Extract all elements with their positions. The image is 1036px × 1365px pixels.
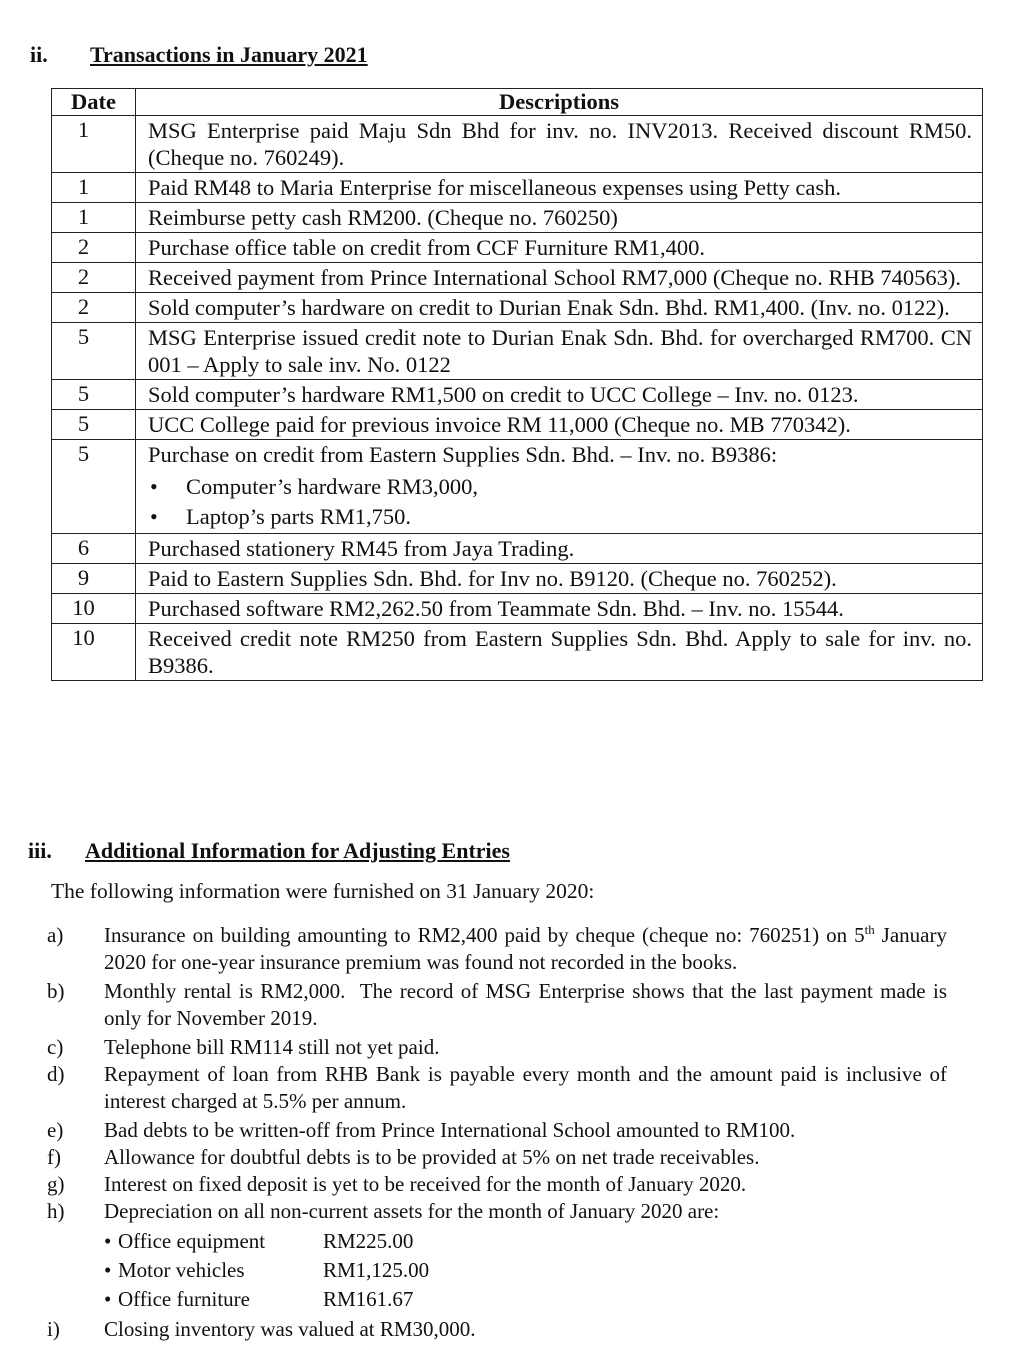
row-description: Sold computer’s hardware on credit to Durian Enak Sdn. Bhd. RM1,400. (Inv. no. 0122). — [136, 293, 983, 323]
row-date: 1 — [52, 173, 136, 203]
asset-name: Motor vehicles — [118, 1258, 245, 1282]
row-date: 2 — [52, 233, 136, 263]
bullet-icon: • — [104, 1258, 112, 1282]
bullet-icon: • — [104, 1287, 112, 1311]
row-description: UCC College paid for previous invoice RM 11,000 (Cheque no. MB 770342). — [136, 410, 983, 440]
row-date: 2 — [52, 293, 136, 323]
item-text: Interest on fixed deposit is yet to be received for the month of January 2020. — [104, 1172, 747, 1196]
asset-amount: RM225.00 — [323, 1229, 414, 1253]
table-row — [52, 440, 983, 534]
section-number: ii. — [30, 42, 48, 67]
asset-name: Office equipment — [118, 1229, 266, 1253]
row-description: Purchase office table on credit from CCF Furniture RM1,400. — [136, 233, 983, 263]
item-label: h) — [47, 1199, 65, 1223]
asset-amount: RM1,125.00 — [323, 1258, 430, 1282]
item-text — [104, 922, 947, 976]
row-description: MSG Enterprise issued credit note to Durian Enak Sdn. Bhd. for overcharged RM700. CN 001 – Apply to sale inv. No. 0122 — [136, 323, 983, 380]
row-date: 10 — [52, 594, 136, 624]
table-row — [52, 323, 983, 380]
intro-text: The following information were furnished on 31 January 2020: — [51, 879, 595, 903]
table-row — [52, 293, 983, 323]
asset-amount: RM161.67 — [323, 1287, 414, 1311]
asset-name: Office furniture — [118, 1287, 250, 1311]
table-row — [52, 233, 983, 263]
section-number: iii. — [28, 838, 52, 863]
table-row — [52, 263, 983, 293]
list-item — [47, 922, 947, 976]
table-row — [52, 534, 983, 564]
list-item — [47, 1198, 947, 1225]
item-label: g) — [47, 1172, 65, 1196]
item-text: Closing inventory was valued at RM30,000. — [104, 1317, 476, 1341]
depreciation-row — [104, 1256, 947, 1285]
row-description: Purchased stationery RM45 from Jaya Trading. — [136, 534, 983, 564]
item-text: Repayment of loan from RHB Bank is payable every month and the amount paid is inclusive of interest charged at 5.5% per annum. — [104, 1062, 947, 1113]
item-text: Depreciation on all non-current assets for the month of January 2020 are: — [104, 1199, 720, 1223]
row-date: 5 — [52, 323, 136, 380]
section-title: Additional Information for Adjusting Entries — [85, 838, 510, 863]
row-description: Paid RM48 to Maria Enterprise for miscellaneous expenses using Petty cash. — [136, 173, 983, 203]
section-ii-heading — [30, 42, 368, 68]
purchase-items-list — [148, 472, 972, 532]
row-description: Purchased software RM2,262.50 from Teammate Sdn. Bhd. – Inv. no. 15544. — [136, 594, 983, 624]
item-label: a) — [47, 923, 64, 947]
table-row — [52, 594, 983, 624]
row-date: 5 — [52, 410, 136, 440]
depreciation-row — [104, 1227, 947, 1256]
list-item — [47, 1117, 947, 1144]
item-text-part: Insurance on building amounting to RM2,400 paid by cheque (cheque no: 760251) on 5 — [104, 923, 865, 947]
list-item — [47, 1034, 947, 1061]
section-title: Transactions in January 2021 — [90, 42, 368, 67]
ordinal-suffix: th — [864, 922, 875, 937]
bullet-icon: • — [104, 1229, 112, 1253]
table-row — [52, 624, 983, 681]
row-description: MSG Enterprise paid Maju Sdn Bhd for inv. no. INV2013. Received discount RM50. (Cheque no. 760249). — [136, 116, 983, 173]
item-label: b) — [47, 979, 65, 1003]
row-date: 5 — [52, 380, 136, 410]
adjusting-entries-list — [47, 922, 953, 1343]
item-label: d) — [47, 1062, 65, 1086]
list-item — [47, 1144, 947, 1171]
list-item — [47, 1316, 947, 1343]
table-row — [52, 116, 983, 173]
item-text: Telephone bill RM114 still not yet paid. — [104, 1035, 440, 1059]
row-date: 1 — [52, 116, 136, 173]
row-description: Paid to Eastern Supplies Sdn. Bhd. for Inv no. B9120. (Cheque no. 760252). — [136, 564, 983, 594]
date-header: Date — [52, 89, 136, 116]
list-item: • Computer’s hardware RM3,000, — [148, 472, 972, 502]
transactions-table — [51, 88, 983, 681]
row-description: Received payment from Prince International School RM7,000 (Cheque no. RHB 740563). — [136, 263, 983, 293]
row-description: Sold computer’s hardware RM1,500 on credit to UCC College – Inv. no. 0123. — [136, 380, 983, 410]
section-iii-heading — [28, 838, 510, 864]
row-description: Received credit note RM250 from Eastern Supplies Sdn. Bhd. Apply to sale for inv. no. B9386. — [136, 624, 983, 681]
item-text: Bad debts to be written-off from Prince International School amounted to RM100. — [104, 1118, 796, 1142]
item-text-part: January 2020 for one-year insurance premium was found not recorded in the books. — [104, 923, 947, 974]
table-row — [52, 564, 983, 594]
row-date: 1 — [52, 203, 136, 233]
row-date: 10 — [52, 624, 136, 681]
item-text: Monthly rental is RM2,000. The record of MSG Enterprise shows that the last payment made is only for November 2019. — [104, 979, 953, 1030]
row-description-cell — [136, 440, 983, 534]
table-row — [52, 203, 983, 233]
list-item — [47, 978, 953, 1032]
item-label: e) — [47, 1118, 64, 1142]
item-text: Allowance for doubtful debts is to be provided at 5% on net trade receivables. — [104, 1145, 760, 1169]
table-row — [52, 380, 983, 410]
list-item: • Laptop’s parts RM1,750. — [148, 502, 972, 532]
item-label: f) — [47, 1145, 61, 1169]
row-description: Reimburse petty cash RM200. (Cheque no. 760250) — [136, 203, 983, 233]
table-row — [52, 173, 983, 203]
table-row — [52, 410, 983, 440]
item-label: c) — [47, 1035, 64, 1059]
row-description: Purchase on credit from Eastern Supplies Sdn. Bhd. – Inv. no. B9386: — [148, 442, 778, 467]
item-label: i) — [47, 1317, 60, 1341]
row-date: 9 — [52, 564, 136, 594]
row-date: 5 — [52, 440, 136, 534]
descriptions-header: Descriptions — [136, 89, 983, 116]
depreciation-row — [104, 1285, 947, 1314]
row-date: 6 — [52, 534, 136, 564]
depreciation-list — [47, 1227, 947, 1314]
list-item — [47, 1171, 947, 1198]
list-item — [47, 1061, 947, 1115]
row-date: 2 — [52, 263, 136, 293]
table-header-row — [52, 89, 983, 116]
